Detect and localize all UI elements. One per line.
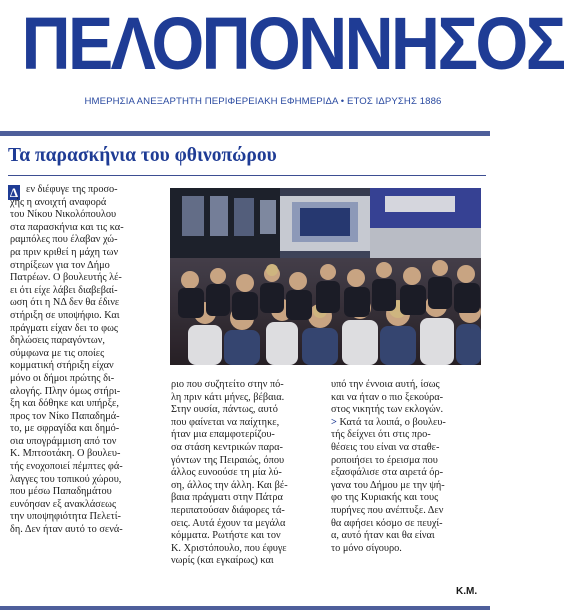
text-line: στήριξη σε υποψήφιο. Και [10,309,120,321]
text-line: νωρίς (και εγκαίρως) και [171,555,274,567]
text-line: κομματική στήριξη είχαν [10,360,114,372]
text-line: στος νικητής των εκλογών. [331,404,444,416]
text-line: ροποιήσει το έρεισμα που [331,454,438,466]
text-line: λαγγες του τοπικού χώρου, [10,473,122,485]
text-line: εξασφάλισε στα αιρετά όρ- [331,467,444,479]
text-line: χής η ανοιχτή αναφορά [10,196,107,208]
text-line: θα αφήσει κόσμο σε πευχί- [331,517,443,529]
text-line: άλλος ευνοούσε τη μία λύ- [171,467,282,479]
text-line: ση, άλλος την άλλη. Και βέ- [171,479,288,491]
text-line: σύμφωνα με τις οποίες [10,347,105,359]
newspaper-logo: ΠΕΛΟΠΟΝΝΗΣΟΣ [21,2,564,85]
author-initials: Κ.Μ. [456,586,478,597]
text-line: τής ενοχοποιεί πέμπτες φά- [10,461,123,473]
column-1 [10,184,160,537]
text-line: πράγματι είχαν δει το φως [10,322,118,334]
text-line: ξη και δόθηκε και υπήρξε, [10,398,119,410]
masthead [0,0,564,118]
text-line: ευνόησαν εξ ανακλάσεως [10,498,117,510]
text-line: ει ότι είχε λάβει διαβεβαί- [10,284,118,296]
paragraph-start [331,417,481,430]
event-photo [170,188,481,365]
text-line: Στην ουσία, πάντως, αυτό [171,404,278,416]
paragraph-arrow-icon: > [331,416,337,428]
text-line: ραμπόλες που έλαβαν χώ- [10,234,118,246]
text-line: σα στάση κεντρικών παρα- [171,441,283,453]
text-line: στηρίξεων για τον Δήμο [10,259,110,271]
text-line: ρα πριν κριθεί η μάχη των [10,246,119,258]
text-line: γόντων της Πειραιώς, όπου [171,454,285,466]
text-line: υπό την έννοια αυτή, ίσως [331,379,440,390]
text-line: Κατά τα λοιπά, ο βουλευ- [339,416,446,428]
text-line: πυρήνες που ανέπτυξε. Δεν [331,504,444,516]
text-line: Κ. Χριστόπουλο, που έφυγε [171,542,287,554]
text-line: κόμματα. Ρωτήστε και τον [171,530,281,542]
text-line: που μέσω Παπαδημάτου [10,486,112,498]
text-line: που φαίνεται να παίχτηκε, [171,416,280,428]
text-line: λη πριν κάτι μήνες, βέβαια. [171,391,285,403]
text-line: δηλώσεις παραγόντων, [10,335,105,347]
title-divider [8,175,486,176]
audience-photo-illustration [170,188,481,365]
text-line: θέσεις του είναι να σταθε- [331,441,440,453]
article-title: Τα παρασκήνια του φθινοπώρου [8,145,277,166]
text-line: ριο που συζητείτο στην πό- [171,379,284,390]
column-2 [171,379,318,568]
column-3 [331,379,481,555]
text-line: το, με σφραγίδα και δημό- [10,423,120,435]
text-line: φο της Κυριακής και τους [331,492,439,504]
text-line: Πατρέων. Ο βουλευτής λέ- [10,272,122,284]
text-line: ωση ότι η ΝΔ δεν θα έδινε [10,297,120,309]
text-line: α, αυτό ήταν και θα είναι [331,530,435,542]
text-line: αλογής. Πλην όμως στήρι- [10,385,121,397]
masthead-subtitle: ΗΜΕΡΗΣΙΑ ΑΝΕΞΑΡΤΗΤΗ ΠΕΡΙΦΕΡΕΙΑΚΗ ΕΦΗΜΕΡΙΔΑ • ΕΤΟΣ ΙΔΡΥΣΗΣ 1886 [84,96,442,107]
text-line: και να ήταν ο πιο ξεκούρα- [331,391,444,403]
text-line: το μόνο σίγουρο. [331,542,402,554]
text-line: σια υπογράμμιση από τον [10,435,117,447]
text-line: περιπατούσαν διάφορες τά- [171,504,285,516]
text-line: εν διέφυγε της προσο- [26,184,118,195]
text-line: τής δείχνει ότι στις προ- [331,429,431,441]
text-line: στα παρασκήνια και τις κα- [10,221,124,233]
text-line: προς τον Νίκο Παπαδημά- [10,410,120,422]
text-line: δη. Δεν ήταν αυτό το σενά- [10,524,123,536]
text-line: ήταν μια επαμφοτερίζου- [171,429,275,441]
text-line: Κ. Μπτσοτάκη. Ο βουλευ- [10,448,121,460]
text-line: του Νίκου Νικολόπουλου [10,209,117,221]
text-line: την υποψηφιότητα Πελετί- [10,511,121,523]
text-line: μόνο οι δήμοι πρώτης δι- [10,372,115,384]
top-divider [0,131,490,136]
bottom-divider [0,606,490,610]
text-line: γανα του Δήμου με την ψή- [331,479,445,491]
drop-cap: Δ [9,185,19,200]
text-line: σεις. Αυτά έχουν τα μεγάλα [171,517,286,529]
text-line: βαια πράγματι στην Πάτρα [171,492,283,504]
